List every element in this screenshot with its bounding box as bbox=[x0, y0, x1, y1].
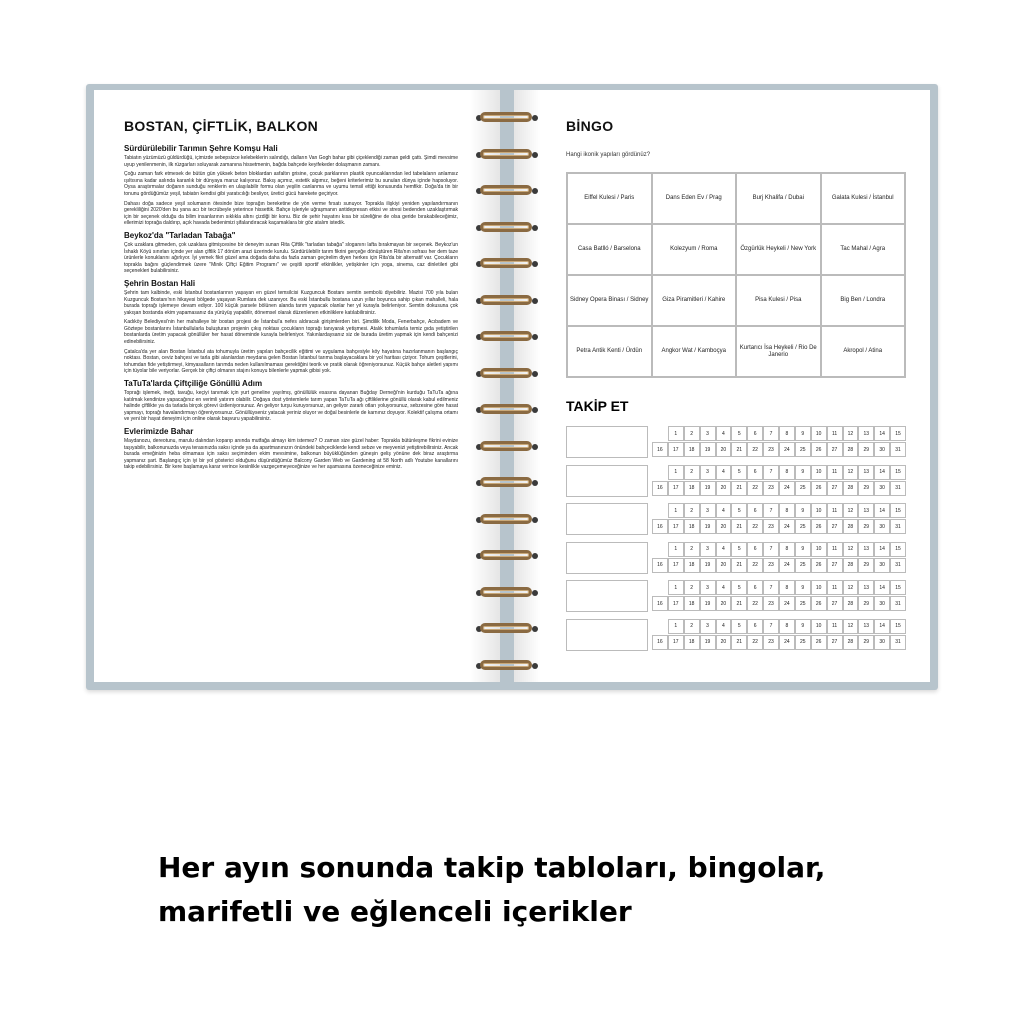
tracker-day-cell[interactable]: 4 bbox=[716, 542, 732, 557]
tracker-day-cell[interactable]: 2 bbox=[684, 465, 700, 480]
section-heading: Beykoz'da "Tarladan Tabağa" bbox=[124, 230, 236, 240]
section-heading: Evlerimizde Bahar bbox=[124, 427, 194, 436]
tracker-day-cell[interactable]: 23 bbox=[763, 558, 779, 573]
tracker-day-cell[interactable]: 9 bbox=[795, 542, 811, 557]
tracker-day-cell[interactable]: 7 bbox=[763, 465, 779, 480]
ring-loop bbox=[480, 441, 532, 451]
tracker-day-cell[interactable]: 31 bbox=[890, 481, 906, 496]
tracker-day-cell[interactable]: 18 bbox=[684, 519, 700, 534]
spiral-ring bbox=[474, 512, 540, 528]
tracker-day-cell bbox=[652, 426, 668, 441]
tracker-day-cell[interactable]: 10 bbox=[811, 619, 827, 634]
tracker-day-cell[interactable]: 3 bbox=[700, 465, 716, 480]
bingo-cell: Casa Batlló / Barselona bbox=[567, 224, 652, 275]
ring-loop bbox=[480, 660, 532, 670]
tracker-day-cell[interactable]: 25 bbox=[795, 519, 811, 534]
tracker-day-cell[interactable]: 4 bbox=[716, 580, 732, 595]
tracker-day-cell[interactable]: 19 bbox=[700, 481, 716, 496]
tracker-day-cell[interactable]: 17 bbox=[668, 558, 684, 573]
tracker-day-cell[interactable]: 30 bbox=[874, 558, 890, 573]
tracker-day-cell[interactable]: 28 bbox=[843, 558, 859, 573]
tracker-day-cell[interactable]: 23 bbox=[763, 442, 779, 457]
tracker-day-cell[interactable]: 12 bbox=[843, 580, 859, 595]
tracker-day-cell[interactable]: 13 bbox=[858, 426, 874, 441]
ring-hole bbox=[532, 553, 538, 559]
tracker-day-grid bbox=[652, 542, 906, 574]
tracker-day-cell[interactable]: 15 bbox=[890, 619, 906, 634]
tracker-day-cell[interactable]: 25 bbox=[795, 558, 811, 573]
tracker-day-cell[interactable]: 2 bbox=[684, 542, 700, 557]
ring-hole bbox=[532, 444, 538, 450]
tracker-day-cell[interactable]: 28 bbox=[843, 442, 859, 457]
tracker-day-cell[interactable]: 30 bbox=[874, 481, 890, 496]
tracker-day-cell[interactable]: 22 bbox=[747, 558, 763, 573]
tracker-day-cell[interactable]: 11 bbox=[827, 426, 843, 441]
tracker-day-cell[interactable]: 12 bbox=[843, 426, 859, 441]
tracker-day-cell[interactable]: 30 bbox=[874, 596, 890, 611]
ring-hole bbox=[532, 590, 538, 596]
spiral-ring bbox=[474, 147, 540, 163]
bingo-cell: Sidney Opera Binası / Sidney bbox=[567, 275, 652, 326]
tracker-day-cell[interactable]: 9 bbox=[795, 503, 811, 518]
spiral-ring bbox=[474, 110, 540, 126]
ring-hole bbox=[532, 188, 538, 194]
tracker-day-cell[interactable]: 12 bbox=[843, 542, 859, 557]
tracker-day-cell[interactable]: 8 bbox=[779, 580, 795, 595]
tracker-day-cell[interactable]: 28 bbox=[843, 596, 859, 611]
tracker-day-cell[interactable]: 11 bbox=[827, 542, 843, 557]
bingo-cell: Pisa Kulesi / Pisa bbox=[736, 275, 821, 326]
tracker-day-cell[interactable]: 28 bbox=[843, 519, 859, 534]
tracker-day-cell[interactable]: 19 bbox=[700, 519, 716, 534]
ring-hole bbox=[532, 407, 538, 413]
tracker-day-cell[interactable]: 6 bbox=[747, 503, 763, 518]
tracker-day-grid bbox=[652, 580, 906, 612]
tracker-day-cell[interactable]: 31 bbox=[890, 596, 906, 611]
tracker-day-cell[interactable]: 6 bbox=[747, 426, 763, 441]
tracker-name-box[interactable] bbox=[566, 465, 648, 497]
spiral-ring bbox=[474, 329, 540, 345]
tracker-day-cell[interactable]: 25 bbox=[795, 481, 811, 496]
tracker-day-cell[interactable]: 13 bbox=[858, 580, 874, 595]
tracker-day-cell[interactable]: 1 bbox=[668, 619, 684, 634]
tracker-day-cell[interactable]: 15 bbox=[890, 580, 906, 595]
tracker-day-cell[interactable]: 16 bbox=[652, 519, 668, 534]
tracker-day-cell[interactable]: 10 bbox=[811, 580, 827, 595]
tracker-day-cell[interactable]: 29 bbox=[858, 596, 874, 611]
tracker-day-cell[interactable]: 8 bbox=[779, 542, 795, 557]
tracker-day-cell[interactable]: 14 bbox=[874, 465, 890, 480]
tracker-day-cell[interactable]: 4 bbox=[716, 426, 732, 441]
ring-hole bbox=[532, 152, 538, 158]
tracker-day-cell[interactable]: 26 bbox=[811, 442, 827, 457]
section-paragraph: Dahası doğa sadece yeşil solumanın ötesinde bize toprağın bereketine de yön verme fırsatı sunuyor. Toprakla ilişkiyi yeniden yapılandırmanın gerekliliğini 2020'den bu yana acı bir tecrübeyle yeterince hissettik. Bahçe işleriyle uğraşmanın antidepresan etkisi ve stresi bedenden uzaklaştırmak için bir seçenek olduğu da bilim insanlarının sıklıkla altını çizdiği bir konu. Biz de şehir hayatını kısa bir süreliğine de olsa geride bırakabileceğimiz, ellerimizi toprağa daldırıp, açık havada bedenimizi şifalandıracak kaçamaklara bir göz atalım istedik. bbox=[124, 200, 458, 227]
tracker-name-box[interactable] bbox=[566, 542, 648, 574]
tracker-day-cell[interactable]: 21 bbox=[731, 635, 747, 650]
tracker-day-cell[interactable]: 15 bbox=[890, 426, 906, 441]
bingo-question: Hangi ikonik yapıları gördünüz? bbox=[566, 152, 651, 158]
tracker-day-cell[interactable]: 22 bbox=[747, 519, 763, 534]
tracker-day-cell[interactable]: 25 bbox=[795, 596, 811, 611]
ring-loop bbox=[480, 550, 532, 560]
tracker-day-cell[interactable]: 14 bbox=[874, 426, 890, 441]
takip-title: TAKİP ET bbox=[566, 398, 629, 414]
tracker-day-cell[interactable]: 27 bbox=[827, 481, 843, 496]
tracker-day-cell[interactable]: 10 bbox=[811, 503, 827, 518]
tracker-day-cell[interactable]: 31 bbox=[890, 635, 906, 650]
tracker-day-cell[interactable]: 22 bbox=[747, 442, 763, 457]
tracker-day-cell[interactable]: 15 bbox=[890, 465, 906, 480]
tracker-day-cell[interactable]: 27 bbox=[827, 519, 843, 534]
tracker-day-cell[interactable]: 26 bbox=[811, 519, 827, 534]
tracker-day-cell[interactable]: 3 bbox=[700, 503, 716, 518]
tracker-day-cell[interactable]: 7 bbox=[763, 503, 779, 518]
tracker-day-cell[interactable]: 26 bbox=[811, 481, 827, 496]
ring-loop bbox=[480, 587, 532, 597]
tracker-day-cell[interactable]: 8 bbox=[779, 619, 795, 634]
left-page-content bbox=[124, 118, 458, 474]
spiral-ring bbox=[474, 402, 540, 418]
tracker-day-cell[interactable]: 2 bbox=[684, 503, 700, 518]
tracker-day-cell[interactable]: 4 bbox=[716, 465, 732, 480]
spiral-ring bbox=[474, 621, 540, 637]
tracker-day-cell[interactable]: 15 bbox=[890, 542, 906, 557]
ring-hole bbox=[532, 663, 538, 669]
tracker-day-cell[interactable]: 26 bbox=[811, 635, 827, 650]
section-paragraph: Çok uzaklara gitmeden, çok uzaklara gitmişcesine bir deneyim sunan Rita Çiftlik "tarladan tabağa" sloganını lafta bırakmayan bir seçenek. Beykoz'un İshaklı Köyü sınırları içinde yer alan çiftlik 17 dönüm arazi üzerinde kurulu. Sürdürülebilir tarım fikrini gerçeğe dönüştüren Rita'nın sofrası her dem taze ürünlerle konuklarını ağırlıyor. İyi yemek fikri güzel ama doğada daha da fazla zaman geçirelim diyen herkes için Rita'da bir alternatif var. Çocukların toprakla bağını güçlendirmek üzere "Minik Çiftçi Eğitim Programı" ve çeşitli sportif etkinlikler, yetişkinler için yoga, sinema, caz dinletileri gibi seçenekleri bulabilirsiniz. bbox=[124, 241, 458, 275]
tracker-day-cell[interactable]: 11 bbox=[827, 619, 843, 634]
tracker-day-cell[interactable]: 30 bbox=[874, 635, 890, 650]
tracker-day-cell[interactable]: 12 bbox=[843, 465, 859, 480]
tracker-day-cell[interactable]: 2 bbox=[684, 426, 700, 441]
tracker-day-cell[interactable]: 5 bbox=[731, 619, 747, 634]
tracker-day-cell[interactable]: 14 bbox=[874, 619, 890, 634]
tracker-day-cell[interactable]: 14 bbox=[874, 580, 890, 595]
tracker-day-cell[interactable]: 17 bbox=[668, 519, 684, 534]
tracker-day-cell[interactable]: 29 bbox=[858, 635, 874, 650]
tracker-name-box[interactable] bbox=[566, 619, 648, 651]
tracker-day-cell[interactable]: 1 bbox=[668, 465, 684, 480]
tracker-day-cell[interactable]: 7 bbox=[763, 580, 779, 595]
bingo-grid bbox=[566, 172, 906, 378]
tracker-day-cell[interactable]: 21 bbox=[731, 442, 747, 457]
tracker-day-cell[interactable]: 24 bbox=[779, 442, 795, 457]
section-paragraph: Tabiatın yüzümüzü güldürdüğü, içimizde sebepsizce kelebeklerin salındığı, dalların Van Gogh bahar gibi çiçeklendiği zaman geldi çattı. Şimdi mevsime uyup yenilenmenin, ilk rüzgarları soluyarak zamanına hissetmenin, bağda bahçede keyifekeder dolaşmanın zamanı. bbox=[124, 155, 458, 168]
tracker-row bbox=[566, 503, 906, 537]
tracker-day-cell[interactable]: 13 bbox=[858, 542, 874, 557]
ring-loop bbox=[480, 149, 532, 159]
tracker-day-cell bbox=[652, 503, 668, 518]
bingo-cell: Giza Piramitleri / Kahire bbox=[652, 275, 737, 326]
tracker-day-cell[interactable]: 25 bbox=[795, 442, 811, 457]
tracker-day-cell[interactable]: 19 bbox=[700, 635, 716, 650]
tracker-day-cell[interactable]: 27 bbox=[827, 558, 843, 573]
tracker-day-cell[interactable]: 22 bbox=[747, 596, 763, 611]
spiral-ring bbox=[474, 366, 540, 382]
bingo-cell: Angkor Wat / Kamboçya bbox=[652, 326, 737, 377]
ring-hole bbox=[532, 115, 538, 121]
ring-loop bbox=[480, 185, 532, 195]
tracker-day-cell[interactable]: 6 bbox=[747, 580, 763, 595]
tracker-day-cell[interactable]: 16 bbox=[652, 596, 668, 611]
tracker-day-cell[interactable]: 27 bbox=[827, 442, 843, 457]
tracker-row bbox=[566, 619, 906, 653]
tracker-day-cell[interactable]: 29 bbox=[858, 442, 874, 457]
tracker-day-cell[interactable]: 21 bbox=[731, 596, 747, 611]
tracker-day-grid bbox=[652, 426, 906, 458]
tracker-day-cell[interactable]: 20 bbox=[716, 558, 732, 573]
spiral-ring bbox=[474, 220, 540, 236]
tracker-day-cell[interactable]: 31 bbox=[890, 442, 906, 457]
ring-loop bbox=[480, 623, 532, 633]
tracker-day-cell[interactable]: 17 bbox=[668, 596, 684, 611]
bingo-cell: Tac Mahal / Agra bbox=[821, 224, 906, 275]
tracker-day-cell[interactable]: 26 bbox=[811, 596, 827, 611]
spiral-binding bbox=[474, 96, 544, 676]
tracker-day-cell[interactable]: 16 bbox=[652, 481, 668, 496]
tracker-name-box[interactable] bbox=[566, 503, 648, 535]
ring-loop bbox=[480, 404, 532, 414]
tracker-day-cell[interactable]: 5 bbox=[731, 580, 747, 595]
tracker-day-cell[interactable]: 11 bbox=[827, 503, 843, 518]
tracker-day-cell[interactable]: 20 bbox=[716, 519, 732, 534]
tracker-day-cell[interactable]: 16 bbox=[652, 635, 668, 650]
bingo-cell: Galata Kulesi / İstanbul bbox=[821, 173, 906, 224]
tracker-day-cell[interactable]: 27 bbox=[827, 635, 843, 650]
ring-loop bbox=[480, 295, 532, 305]
tracker-day-cell[interactable]: 21 bbox=[731, 481, 747, 496]
tracker-day-cell[interactable]: 21 bbox=[731, 558, 747, 573]
tracker-row bbox=[566, 580, 906, 614]
ring-loop bbox=[480, 112, 532, 122]
tracker-day-cell[interactable]: 15 bbox=[890, 503, 906, 518]
tracker-day-cell bbox=[652, 580, 668, 595]
tracker-day-cell[interactable]: 2 bbox=[684, 580, 700, 595]
tracker-day-cell[interactable]: 5 bbox=[731, 542, 747, 557]
tracker-day-cell[interactable]: 4 bbox=[716, 619, 732, 634]
tracker-day-cell[interactable]: 9 bbox=[795, 465, 811, 480]
bingo-cell: Burj Khalifa / Dubai bbox=[736, 173, 821, 224]
ring-loop bbox=[480, 222, 532, 232]
tracker-name-box[interactable] bbox=[566, 580, 648, 612]
tracker-row bbox=[566, 465, 906, 499]
ring-hole bbox=[532, 298, 538, 304]
tracker-day-cell[interactable]: 23 bbox=[763, 519, 779, 534]
bingo-cell: Petra Antik Kenti / Ürdün bbox=[567, 326, 652, 377]
tracker-day-cell[interactable]: 20 bbox=[716, 635, 732, 650]
tracker-day-cell[interactable]: 11 bbox=[827, 465, 843, 480]
ring-hole bbox=[532, 334, 538, 340]
tracker-day-cell[interactable]: 24 bbox=[779, 519, 795, 534]
tracker-day-cell[interactable]: 4 bbox=[716, 503, 732, 518]
tracker-day-grid bbox=[652, 503, 906, 535]
tracker-day-cell[interactable]: 5 bbox=[731, 426, 747, 441]
bingo-cell: Dans Eden Ev / Prag bbox=[652, 173, 737, 224]
ring-loop bbox=[480, 258, 532, 268]
tracker-day-cell bbox=[652, 542, 668, 557]
tracker-day-cell[interactable]: 12 bbox=[843, 503, 859, 518]
tracker-day-cell[interactable]: 24 bbox=[779, 558, 795, 573]
section-paragraph: Kadıköy Belediyesi'nin her mahalleye bir bostan projesi de İstanbul'a nefes aldıracak girişimlerden biri. Şimdilik Moda, Fenerbahçe, Acıbadem ve Göztepe bostanlarını İstanbullularla buluşturan projenin çıkış noktası çocukların toprağı tanıyarak yetişmesi. Atalık tohumlarla temiz gıda yetiştirilen bostanlarda üretim yapacak gönüllüler her hasat döneminde kurayla belirleniyor. Yakınlardaysanız siz de burada üretim yapmak için kendi bahçenizi edinebilirsiniz. bbox=[124, 319, 458, 346]
bingo-cell: Özgürlük Heykeli / New York bbox=[736, 224, 821, 275]
bingo-title: BİNGO bbox=[566, 118, 614, 134]
tracker-day-cell[interactable]: 2 bbox=[684, 619, 700, 634]
bingo-cell: Akropol / Atina bbox=[821, 326, 906, 377]
ring-hole bbox=[532, 371, 538, 377]
tracker-day-cell[interactable]: 18 bbox=[684, 558, 700, 573]
tracker-day-cell[interactable]: 14 bbox=[874, 503, 890, 518]
tracker-day-cell[interactable]: 9 bbox=[795, 619, 811, 634]
tracker-day-cell[interactable]: 7 bbox=[763, 542, 779, 557]
tracker-day-cell[interactable]: 3 bbox=[700, 619, 716, 634]
caption-line-1: Her ayın sonunda takip tabloları, bingolar, bbox=[158, 851, 826, 884]
section-heading: Sürdürülebilir Tarımın Şehre Komşu Hali bbox=[124, 144, 278, 153]
section-paragraph: Şehrin tam kalbinde, eski İstanbul bostanlarının yaşayan en güzel temsilcisi Kuzguncuk Bostanı semtin sembolü diyebiliriz. Mazisi 700 yıla bulan Kuzguncuk Bostanı'nın hikayesi bölgede yaşayan Rumlara dek uzanıyor. Bu eski İstanbullu bostana uzun yıllar boyunca sahip çıkan mahalleli, hala burada toprağı işlemeye devam ediyor. 100 küçük parsele bölünen alanda tarım yapacak olanlar her yıl kurayla belirleniyor. Semtin dokusuna çok yakışan bostanda ekim yapamasanız da yürüyüş yapabilir, dönemsel olarak düzenlenen etkinliklere katılabilirsiniz. bbox=[124, 289, 458, 316]
tracker-day-grid bbox=[652, 619, 906, 651]
tracker-day-cell[interactable]: 6 bbox=[747, 542, 763, 557]
section-heading: TaTuTa'larda Çiftçiliğe Gönüllü Adım bbox=[124, 379, 263, 389]
tracker-day-cell[interactable]: 9 bbox=[795, 426, 811, 441]
tracker-day-cell[interactable]: 11 bbox=[827, 580, 843, 595]
tracker-day-cell[interactable]: 7 bbox=[763, 426, 779, 441]
tracker-row bbox=[566, 542, 906, 576]
tracker-day-cell[interactable]: 21 bbox=[731, 519, 747, 534]
tracker-day-cell[interactable]: 7 bbox=[763, 619, 779, 634]
tracker-day-cell[interactable]: 17 bbox=[668, 442, 684, 457]
tracker-day-cell[interactable]: 5 bbox=[731, 465, 747, 480]
tracker-day-grid bbox=[652, 465, 906, 497]
tracker-day-cell[interactable]: 1 bbox=[668, 426, 684, 441]
section-paragraph: Maydanozu, dereotunu, marulu dalından koparıp anında mutfağa almayı kim istemez? O zaman size güzel haber: Toprakla bütünleşme fikrini evinize taşıyabilir, balkonunuzda veya terasınızda saksı içinde ya da apartmanınızın önündeki bahçeciklerde kendi sebze ve meyvenizi yetiştirebilirsiniz. Ancak burada emeğinizin heba olmaması için saksı seçiminden ekim mevsimine, balkonun büyüklüğünden güneşin geliş yönüne dek biraz araştırma yapmanız şart. Başlangıç için iyi bir yol gösterici olduğunu düşündüğümüz Balcony Garden Web ve Gardening at 58 North adlı Youtube kanallarını takip edebilirsiniz. Bir kere başlamaya karar verince kesinlikle vazgeçemeyeceğinize ve her aşamasına özeneceğinize eminiz. bbox=[124, 438, 458, 471]
right-page-header bbox=[566, 118, 908, 134]
spiral-ring bbox=[474, 475, 540, 491]
tracker-day-cell[interactable]: 1 bbox=[668, 580, 684, 595]
spiral-ring bbox=[474, 585, 540, 601]
ring-loop bbox=[480, 331, 532, 341]
tracker-row bbox=[566, 426, 906, 460]
tracker-day-cell[interactable]: 14 bbox=[874, 542, 890, 557]
ring-hole bbox=[532, 261, 538, 267]
tracker-day-cell[interactable]: 29 bbox=[858, 558, 874, 573]
caption-line-2: marifetli ve eğlenceli içerikler bbox=[158, 895, 632, 928]
tracker-day-cell[interactable]: 20 bbox=[716, 596, 732, 611]
tracker-day-cell[interactable]: 19 bbox=[700, 596, 716, 611]
tracker-day-cell bbox=[652, 465, 668, 480]
tracker-day-cell[interactable]: 18 bbox=[684, 596, 700, 611]
tracker-day-cell[interactable]: 23 bbox=[763, 481, 779, 496]
tracker-day-cell[interactable]: 5 bbox=[731, 503, 747, 518]
tracker-day-cell[interactable]: 8 bbox=[779, 503, 795, 518]
ring-hole bbox=[532, 626, 538, 632]
tracker-day-cell[interactable]: 8 bbox=[779, 465, 795, 480]
tracker-day-cell[interactable]: 13 bbox=[858, 465, 874, 480]
tracker-day-cell[interactable]: 24 bbox=[779, 596, 795, 611]
left-page-title: BOSTAN, ÇİFTLİK, BALKON bbox=[124, 118, 319, 134]
tracker-day-cell[interactable]: 13 bbox=[858, 503, 874, 518]
tracker-day-cell[interactable]: 23 bbox=[763, 635, 779, 650]
spiral-ring bbox=[474, 658, 540, 674]
tracker-day-cell[interactable]: 10 bbox=[811, 542, 827, 557]
bingo-cell: Kurtarıcı İsa Heykeli / Rio De Janerio bbox=[736, 326, 821, 377]
ring-loop bbox=[480, 368, 532, 378]
tracker-day-cell[interactable]: 20 bbox=[716, 442, 732, 457]
tracker-day-cell[interactable]: 22 bbox=[747, 635, 763, 650]
bingo-cell: Kolezyum / Roma bbox=[652, 224, 737, 275]
tracker-day-cell[interactable]: 20 bbox=[716, 481, 732, 496]
spiral-ring bbox=[474, 183, 540, 199]
tracker-day-cell[interactable]: 3 bbox=[700, 580, 716, 595]
tracker-day-cell[interactable]: 29 bbox=[858, 519, 874, 534]
tracker-day-cell[interactable]: 25 bbox=[795, 635, 811, 650]
tracker-day-cell[interactable]: 1 bbox=[668, 542, 684, 557]
tracker-day-cell[interactable]: 30 bbox=[874, 519, 890, 534]
tracker-day-cell[interactable]: 6 bbox=[747, 465, 763, 480]
tracker-day-cell[interactable]: 19 bbox=[700, 558, 716, 573]
tracker-day-cell[interactable]: 26 bbox=[811, 558, 827, 573]
tracker-day-cell[interactable]: 16 bbox=[652, 558, 668, 573]
ring-hole bbox=[532, 480, 538, 486]
spiral-ring bbox=[474, 548, 540, 564]
tracker-day-cell[interactable]: 23 bbox=[763, 596, 779, 611]
tracker-day-cell[interactable]: 12 bbox=[843, 619, 859, 634]
tracker-day-cell[interactable]: 9 bbox=[795, 580, 811, 595]
tracker-day-cell[interactable]: 3 bbox=[700, 426, 716, 441]
section-paragraph: Çatalca'da yer alan Bostan İstanbul ata tohumuyla üretim yapılan bahçecilik eğitimi ve uygulama bahçesiyle köy hayatına hazırlanmanın başlangıç noktası. Bostan, ceviz bahçesi ve tarla gibi alanlardan meydana gelen Bostan İstanbul tarıma başlayacaklara bir yol haritası çiziyor. Tohum çeşitlerini, tohumdan fide yetiştirmeyi, kimyasalların tarımda neden kullanılmaması gerektiğini teorik ve pratik olarak öğreniyorsunuz. Küçük bahçe aletleri yapımı için tüyolar bile veriyorlar. Gerçek bir çiftçi olmanın stajını konuyu bilenlerle yapmak gibisi yok. bbox=[124, 348, 458, 375]
tracker-day-cell[interactable]: 18 bbox=[684, 635, 700, 650]
bingo-cell: Big Ben / Londra bbox=[821, 275, 906, 326]
tracker-day-cell[interactable]: 18 bbox=[684, 481, 700, 496]
tracker-day-cell[interactable]: 3 bbox=[700, 542, 716, 557]
tracker-day-cell[interactable]: 10 bbox=[811, 465, 827, 480]
caption bbox=[158, 846, 918, 934]
spiral-ring bbox=[474, 293, 540, 309]
tracker-day-cell[interactable]: 19 bbox=[700, 442, 716, 457]
ring-hole bbox=[532, 517, 538, 523]
tracker-day-cell[interactable]: 29 bbox=[858, 481, 874, 496]
tracker-day-cell[interactable]: 30 bbox=[874, 442, 890, 457]
ring-hole bbox=[532, 225, 538, 231]
spiral-ring bbox=[474, 256, 540, 272]
tracker-day-cell[interactable]: 24 bbox=[779, 635, 795, 650]
tracker-day-cell[interactable]: 27 bbox=[827, 596, 843, 611]
spiral-ring bbox=[474, 439, 540, 455]
tracker-day-cell[interactable]: 13 bbox=[858, 619, 874, 634]
tracker-day-cell[interactable]: 24 bbox=[779, 481, 795, 496]
tracker-name-box[interactable] bbox=[566, 426, 648, 458]
tracker-day-cell[interactable]: 22 bbox=[747, 481, 763, 496]
tracker-day-cell[interactable]: 18 bbox=[684, 442, 700, 457]
tracker-day-cell[interactable]: 28 bbox=[843, 635, 859, 650]
section-heading: Şehrin Bostan Hali bbox=[124, 278, 196, 288]
ring-loop bbox=[480, 514, 532, 524]
tracker-day-cell[interactable]: 31 bbox=[890, 519, 906, 534]
tracker-day-cell[interactable]: 6 bbox=[747, 619, 763, 634]
tracker-day-cell bbox=[652, 619, 668, 634]
section-paragraph: Çoğu zaman fark etmesek de bütün gün yüksek beton bloklardan asfaltın grisine, çocuk parklarının plastik oyuncaklarından led tabelaların anlamsız ışıltısına kadar aslında karanlık bir dünyaya maruz kalıyoruz. Bakış açımız, estetik algımız, beğeni kriterlerimiz bu sunulan dünya içinde hapsoluyor. Oysa araştırmalar doğanın sunduğu renklerin en ulaşılabilir formu olan yeşilin canlanma ve uyumu temsil ettiği konusunda hemfikir. Doğa'da tin bir tonunu gördüğümüz yeşil, tabiatın kendisi gibi yaratıcılığı besliyor, üretici gücü harekete geçiriyor. bbox=[124, 171, 458, 197]
ring-loop bbox=[480, 477, 532, 487]
tracker-day-cell[interactable]: 1 bbox=[668, 503, 684, 518]
tracker-day-cell[interactable]: 10 bbox=[811, 426, 827, 441]
tracker-day-cell[interactable]: 16 bbox=[652, 442, 668, 457]
tracker-day-cell[interactable]: 28 bbox=[843, 481, 859, 496]
section-paragraph: Toprağı işlemek, ineği, tavuğu, keçiyi tanımak için yurt geneline yayılmış, gönüllülük esasına dayanan Buğday Derneği'nin kurduğu TaTuTa ağına katılmak kendinize yapacağınız en verimli yatırım olabilir. Doğaya dost yöntemlerle tarım yapan TaTuTa ağı çiftliklerine gönüllü olarak kabul edilmeniz halinde çiftlikte ya da tarlada birçok görevi üstleniyorsunuz. An geliyor turşu kuruyorsunuz, an geliyor zararlı otları yoluyorsunuz, sebzesine göre hasat yapmayı, toprağı havalandırmayı öğreniyorsunuz. Gönüllüyseniz yatacak yeriniz oluyor ve doğal besinlerle de karnınız doyuyor. Kolektif çalışma ortamı ve yeni bir hayat deneyimi için online olarak başvuru yapabilirsiniz. bbox=[124, 390, 458, 423]
tracker-day-cell[interactable]: 17 bbox=[668, 481, 684, 496]
bingo-cell: Eiffel Kulesi / Paris bbox=[567, 173, 652, 224]
tracker-day-cell[interactable]: 31 bbox=[890, 558, 906, 573]
tracker-day-cell[interactable]: 8 bbox=[779, 426, 795, 441]
tracker-day-cell[interactable]: 17 bbox=[668, 635, 684, 650]
